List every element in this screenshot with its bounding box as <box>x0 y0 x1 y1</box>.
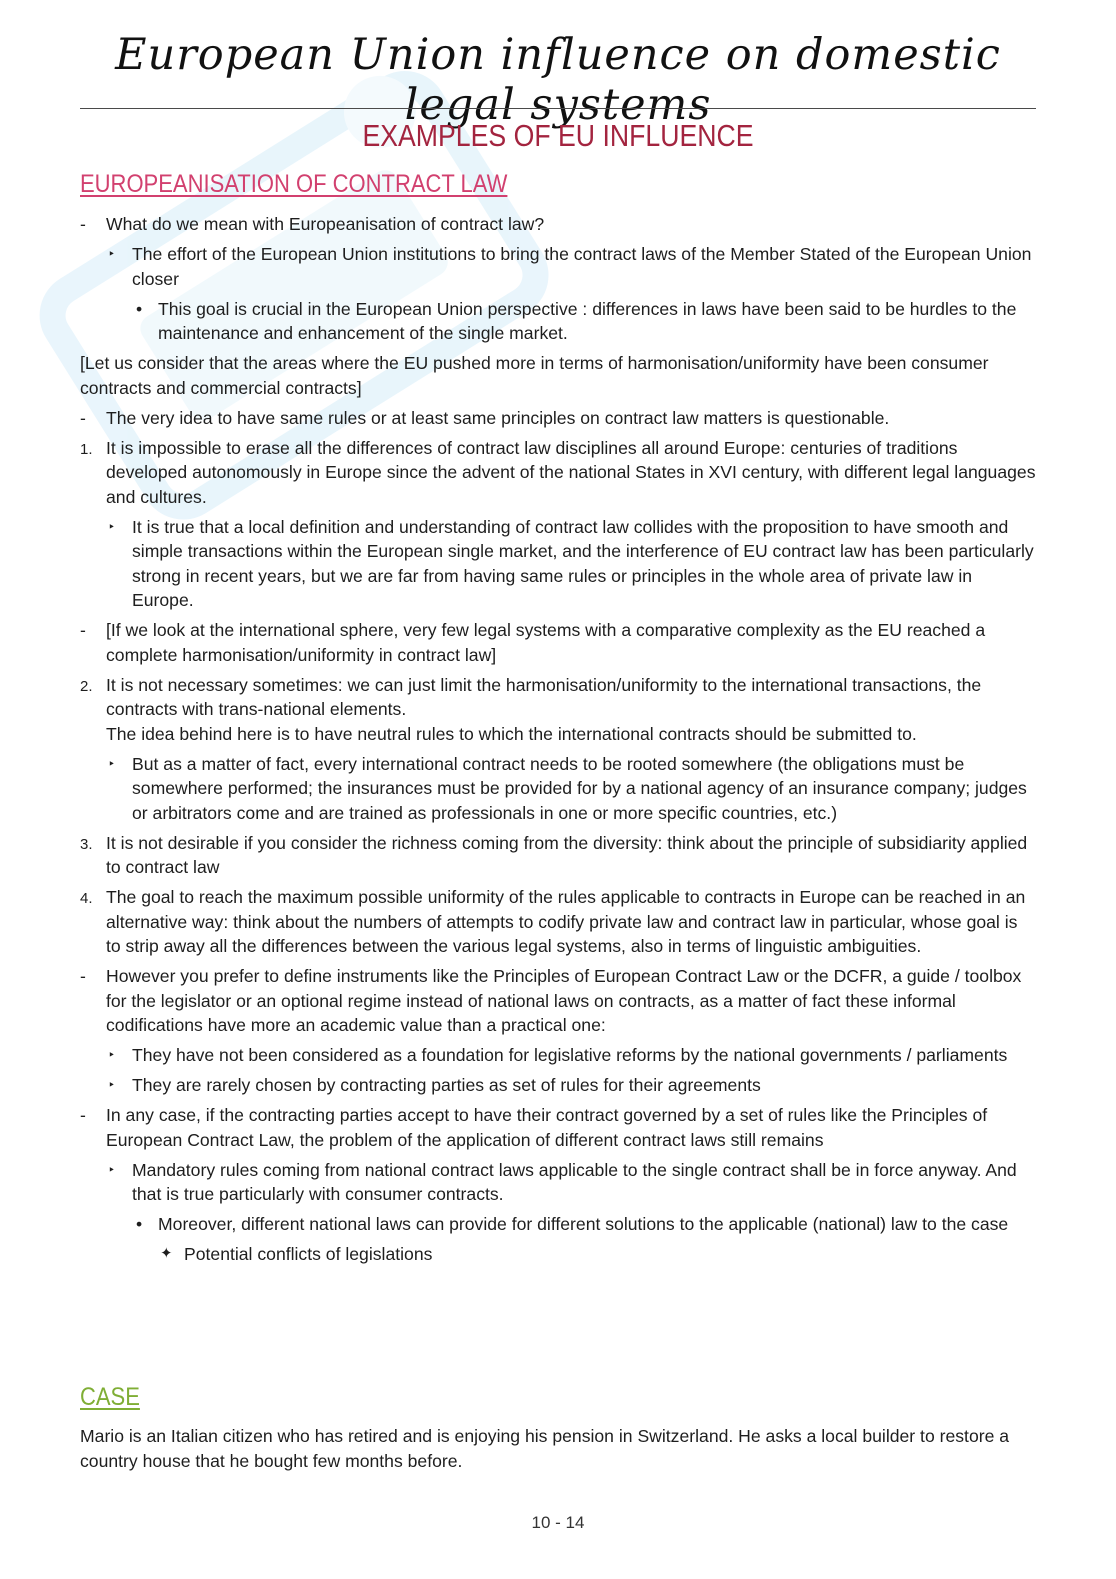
list-item <box>80 618 1036 667</box>
list-item-text: It is true that a local definition and understanding of contract law collides with the proposition to have smooth and simple transactions within the European single market, and the interference of EU contract law has been particularly strong in recent years, but we are far from having same rules or principles in the whole area of private law in Europe. <box>132 516 1034 610</box>
list-item <box>80 242 1036 291</box>
list-item <box>80 964 1036 1038</box>
paragraph-text: [Let us consider that the areas where the EU pushed more in terms of harmonisation/uniformity have been consumer contracts and commercial contracts] <box>80 353 989 398</box>
list-item <box>80 297 1036 346</box>
list-item-text: It is impossible to erase all the differences of contract law disciplines all around Europe: centuries of traditions developed autonomously in Europe since the advent of the national States in XVI century, with different legal languages and cultures. <box>106 437 1036 507</box>
page-number: 10 - 14 <box>531 1513 585 1532</box>
list-item-text: Potential conflicts of legislations <box>184 1244 433 1264</box>
triangle-bullet-icon: ‣ <box>108 519 116 534</box>
list-item <box>80 1073 1036 1098</box>
dash-marker: - <box>80 1105 86 1125</box>
list-item <box>80 1103 1036 1152</box>
star-bullet-icon: ✦ <box>160 1245 173 1262</box>
paragraph <box>80 351 1036 400</box>
dot-bullet-icon: • <box>136 1214 143 1234</box>
number-marker: 3. <box>80 835 93 853</box>
list-item <box>80 1043 1036 1068</box>
list-item-text: What do we mean with Europeanisation of contract law? <box>106 214 545 234</box>
dash-marker: - <box>80 407 86 428</box>
list-item-text: It is not desirable if you consider the richness coming from the diversity: think about the principle of subsidiarity applied to contract law <box>106 832 1028 877</box>
list-item-text: [If we look at the international sphere, very few legal systems with a comparative complexity as the EU reached a complete harmonisation/uniformity in contract law] <box>106 620 986 665</box>
triangle-bullet-icon: ‣ <box>108 1162 116 1177</box>
list-item <box>80 1242 1036 1267</box>
list-item-text: They have not been considered as a foundation for legislative reforms by the national governments / parliaments <box>132 1045 1008 1065</box>
list-item-text: The very idea to have same rules or at least same principles on contract law matters is questionable. <box>106 407 890 428</box>
list-item-text: It is not necessary sometimes: we can just limit the harmonisation/uniformity to the international transactions, the contracts with trans-national elements. <box>106 674 982 719</box>
list-item <box>80 1212 1036 1237</box>
dot-bullet-icon: • <box>136 298 143 319</box>
list-item-text: The effort of the European Union institutions to bring the contract laws of the Member Stated of the European Union closer <box>132 244 1032 289</box>
triangle-bullet-icon: ‣ <box>108 756 116 771</box>
dash-marker: - <box>80 966 86 986</box>
list-item-text: They are rarely chosen by contracting parties as set of rules for their agreements <box>132 1075 761 1095</box>
list-item <box>80 1158 1036 1207</box>
dash-marker: - <box>80 214 86 234</box>
triangle-bullet-icon: ‣ <box>108 1048 116 1062</box>
list-item-text: This goal is crucial in the European Union perspective : differences in laws have been said to be hurdles to the maintenance and enhancement of the single market. <box>158 298 1017 343</box>
list-item-text: The idea behind here is to have neutral rules to which the international contracts should be submitted to. <box>106 723 917 744</box>
list-item-continuation <box>80 722 1036 747</box>
list-item-text: Mandatory rules coming from national contract laws applicable to the single contract shall be in force anyway. And that is true particularly with consumer contracts. <box>132 1159 1017 1204</box>
list-item <box>80 515 1036 613</box>
numbered-item <box>80 831 1036 880</box>
numbered-item <box>80 885 1036 959</box>
subheading-europeanisation: EUROPEANISATION OF CONTRACT LAW <box>80 170 508 198</box>
dash-marker: - <box>80 620 86 640</box>
section-title: EXAMPLES OF EU INFLUENCE <box>362 118 754 153</box>
list-item-text: But as a matter of fact, every international contract needs to be rooted somewhere (the obligations must be somewhere performed; the insurances must be provided for by a national agency of an insurance company; judges or arbitrators come and are trained as professionals in one or more specific countries, etc.) <box>132 753 1027 823</box>
list-item-text: However you prefer to define instruments like the Principles of European Contract Law or the DCFR, a guide / toolbox for the legislator or an optional regime instead of national laws on contracts, as a matter of fact these informal codifications have more an academic value than a practical one: <box>106 966 1022 1035</box>
content-body <box>80 212 1036 1272</box>
number-marker: 4. <box>80 890 93 907</box>
list-item <box>80 212 1036 237</box>
number-marker: 2. <box>80 677 93 695</box>
triangle-bullet-icon: ‣ <box>108 247 116 261</box>
list-item-text: Moreover, different national laws can provide for different solutions to the applicable (national) law to the case <box>158 1214 1009 1234</box>
case-body <box>80 1424 1036 1479</box>
subheading-case: CASE <box>80 1383 140 1411</box>
list-item-text: In any case, if the contracting parties accept to have their contract governed by a set of rules like the Principles of European Contract Law, the problem of the application of different contract laws still remains <box>106 1105 988 1150</box>
list-item-text: The goal to reach the maximum possible uniformity of the rules applicable to contracts in Europe can be reached in an alternative way: think about the numbers of attempts to codify private law and contract law in particular, whose goal is to strip away all the differences between the various legal systems, also in terms of linguistic ambiguities. <box>106 887 1026 956</box>
list-item <box>80 752 1036 826</box>
triangle-bullet-icon: ‣ <box>108 1078 116 1092</box>
numbered-item <box>80 673 1036 722</box>
page-title: European Union influence on domestic legal systems <box>115 30 1001 130</box>
number-marker: 1. <box>80 440 93 458</box>
list-item <box>80 406 1036 431</box>
case-paragraph: Mario is an Italian citizen who has retired and is enjoying his pension in Switzerland. He asks a local builder to restore a country house that he bought few months before. <box>80 1426 1010 1471</box>
title-divider <box>80 108 1036 109</box>
numbered-item <box>80 436 1036 510</box>
